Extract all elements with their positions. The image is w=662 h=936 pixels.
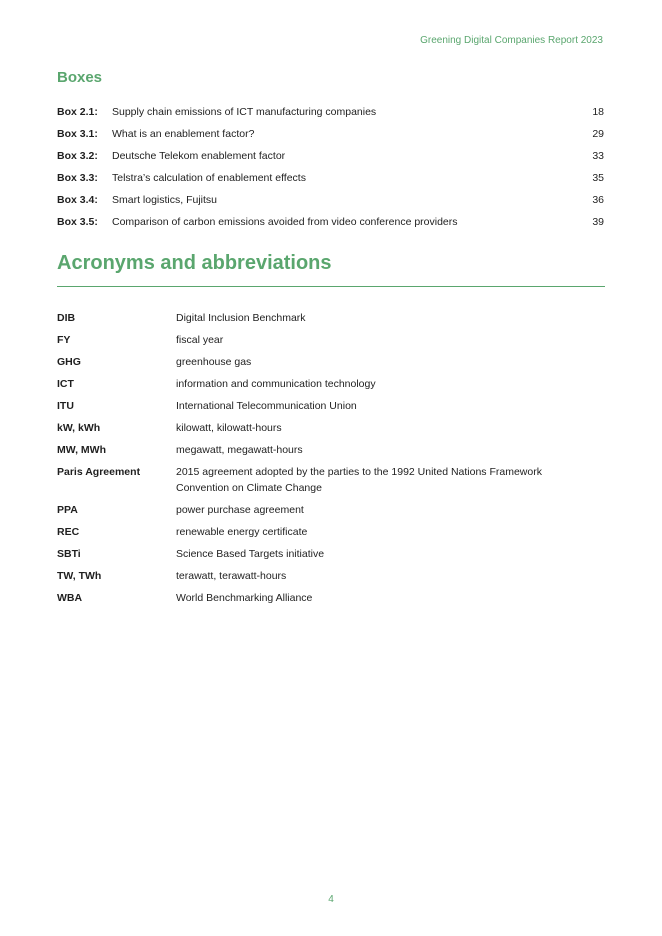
acronym-definition: information and communication technology: [176, 378, 376, 390]
acronym-entry: [57, 398, 605, 414]
page-number: 4: [328, 894, 334, 905]
acronym-entry: [57, 332, 605, 348]
acronym-entry: [57, 442, 605, 458]
acronym-definition: kilowatt, kilowatt-hours: [176, 422, 282, 434]
acronym-definition: World Benchmarking Alliance: [176, 592, 313, 604]
heading-divider: [57, 286, 605, 287]
acronym-term: ICT: [57, 378, 74, 390]
boxes-list: [57, 101, 604, 233]
acronym-term: REC: [57, 526, 80, 538]
acronym-term: PPA: [57, 504, 78, 516]
acronym-entry: [57, 568, 605, 584]
acronym-entry: [57, 546, 605, 562]
box-entry: [57, 189, 604, 211]
acronym-definition: International Telecommunication Union: [176, 400, 357, 412]
box-title: What is an enablement factor?: [112, 128, 255, 140]
box-title: Deutsche Telekom enablement factor: [112, 150, 286, 162]
acronym-definition: greenhouse gas: [176, 356, 252, 368]
acronym-entry: [57, 464, 605, 496]
box-page-number: 39: [592, 216, 604, 228]
box-label: Box 3.1:: [57, 128, 98, 140]
report-title: Greening Digital Companies Report 2023: [420, 35, 603, 46]
box-entry: [57, 145, 604, 167]
acronym-term: Paris Agreement: [57, 466, 141, 478]
box-label: Box 3.3:: [57, 172, 98, 184]
acronym-term: ITU: [57, 400, 74, 412]
acronym-definition: 2015 agreement adopted by the parties to the 1992 United Nations Framework Convention on Climate Change: [176, 466, 542, 494]
acronym-term: TW, TWh: [57, 570, 102, 582]
acronym-entry: [57, 524, 605, 540]
box-page-number: 29: [592, 128, 604, 140]
box-label: Box 2.1:: [57, 106, 98, 118]
box-entry: [57, 101, 604, 123]
box-page-number: 18: [592, 106, 604, 118]
box-label: Box 3.2:: [57, 150, 98, 162]
box-page-number: 33: [592, 150, 604, 162]
acronym-definition: terawatt, terawatt-hours: [176, 570, 287, 582]
acronym-entry: [57, 310, 605, 326]
acronym-definition: renewable energy certificate: [176, 526, 308, 538]
box-title: Smart logistics, Fujitsu: [112, 194, 218, 206]
acronym-term: FY: [57, 334, 71, 346]
acronym-entry: [57, 502, 605, 518]
acronym-term: SBTi: [57, 548, 81, 560]
box-label: Box 3.5:: [57, 216, 98, 228]
box-entry: [57, 123, 604, 145]
acronym-entry: [57, 590, 605, 606]
box-title: Comparison of carbon emissions avoided from video conference providers: [112, 216, 458, 228]
acronyms-heading: Acronyms and abbreviations: [57, 252, 332, 274]
acronym-entry: [57, 420, 605, 436]
acronym-term: WBA: [57, 592, 83, 604]
box-label: Box 3.4:: [57, 194, 98, 206]
box-entry: [57, 211, 604, 233]
acronym-term: kW, kWh: [57, 422, 101, 434]
box-entry: [57, 167, 604, 189]
acronym-definition: fiscal year: [176, 334, 224, 346]
acronym-entry: [57, 354, 605, 370]
acronym-definition: power purchase agreement: [176, 504, 304, 516]
box-page-number: 35: [592, 172, 604, 184]
box-page-number: 36: [592, 194, 604, 206]
box-title: Telstra’s calculation of enablement effects: [112, 172, 306, 184]
acronym-term: GHG: [57, 356, 81, 368]
acronym-definition: megawatt, megawatt-hours: [176, 444, 303, 456]
acronym-definition: Digital Inclusion Benchmark: [176, 312, 306, 324]
acronym-entry: [57, 376, 605, 392]
boxes-heading: Boxes: [57, 69, 103, 86]
box-title: Supply chain emissions of ICT manufacturing companies: [112, 106, 377, 118]
acronyms-list: [57, 310, 605, 612]
acronym-term: MW, MWh: [57, 444, 106, 456]
acronym-term: DIB: [57, 312, 76, 324]
acronym-definition: Science Based Targets initiative: [176, 548, 325, 560]
